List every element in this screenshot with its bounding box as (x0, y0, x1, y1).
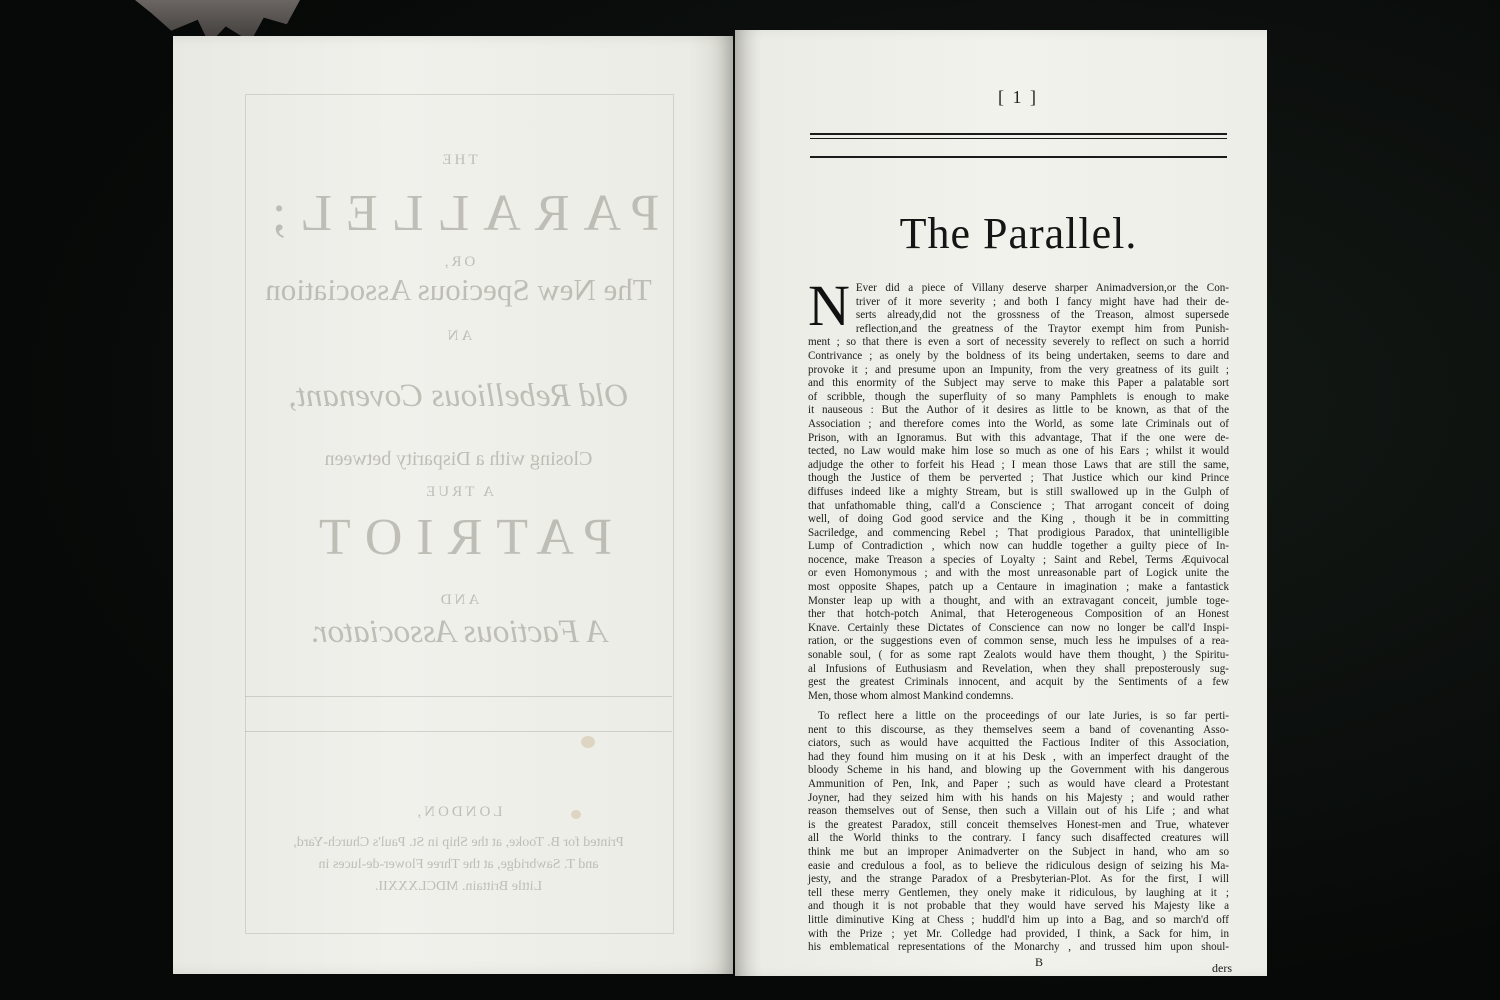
text-line: ment ; so that there is even a sort of necessity severely to reflect on such a horrid (808, 336, 1229, 349)
text-line: most opposite Shapes, patch up a Centaure in imagination ; make a fantastick (808, 581, 1229, 594)
text-line: tell these merry Gentlemen, they onely make it ridiculous, by laughing at it ; (808, 886, 1229, 899)
text-line: al Infusions of Euthusiasm and Revelation, when they shall preposterously sug- (808, 662, 1229, 675)
ghost-imprint-line: Little Brittain. MDCLXXXII. (374, 879, 543, 894)
text-line: Contrivance ; as onely by the boldness of its being undertaken, seems to dare and (808, 349, 1229, 362)
text-line: To reflect here a little on the proceedings of our late Juries, is so far perti- (818, 710, 1229, 722)
text-line: little diminutive King at Chess ; huddl'd him up into a Bag, and so march'd off (808, 913, 1229, 926)
ghost-line: AND (437, 592, 480, 608)
foxing-spot (581, 736, 595, 748)
text-line: it nauseous : But the Author of it desires as little to be known, as that of the (808, 404, 1229, 417)
text-line: gest the greatest Criminals innocent, and acquit by the Sentiments of a few (808, 676, 1229, 689)
page-footer (808, 955, 1232, 975)
ghost-line: THE (439, 152, 478, 168)
text-line: though the Justice of them be perverted ; That Justice which our kind Prince (808, 472, 1229, 485)
ghost-line: PATRIOT (305, 509, 613, 566)
text-line: well, of doing God good service and the King , though it be in committing (808, 513, 1229, 526)
right-page (735, 30, 1267, 976)
text-line: Knave. Certainly these Dictates of Conscience can now no longer be call'd Inspi- (808, 621, 1229, 634)
ghost-rule (245, 731, 672, 732)
text-line: tected, no Law would make him lose so much as one of his Ears ; whilst it would (808, 445, 1229, 458)
text-line: provoke it ; and presume upon an Impunity, from the very greatness of its guilt ; (808, 363, 1229, 376)
text-line: and this enormity of the Subject may serve to make this Paper a palatable sort (808, 377, 1229, 390)
text-line: with the Prize ; yet Mr. Colledge had provided, I think, a Sack for him, in (808, 927, 1229, 940)
drop-cap: N (808, 273, 850, 338)
catchword: ders (1212, 961, 1232, 975)
page-title: The Parallel. (899, 209, 1138, 258)
text-line: adjudge the other to forfeit his Head ; I mean those Laws that are still the same, (808, 458, 1229, 471)
text-line: ciators, such as would have acquitted the Factious Inditer of this Association, (808, 737, 1229, 750)
ghost-line: OR, (441, 254, 476, 270)
text-line: nocence, make Treason a species of Loyalty ; Saint and Rebel, Terms Æquivocal (808, 553, 1229, 566)
text-line: triver of it more severity ; and both I fancy might have had their de- (855, 295, 1229, 308)
text-line: Men, those whom almost Mankind condemns. (808, 689, 1014, 702)
ghost-line: Old Rebellious Covenant, (288, 378, 629, 414)
text-line: Prison, with an Ignoramus. But with this advantage, That if the one were de- (808, 431, 1229, 444)
text-line: Joyner, had they seized him with his hands on his Majesty ; and would rather (808, 791, 1229, 804)
text-line: Lump of Contradiction , which now can huddle together a guilty piece of In- (808, 540, 1229, 553)
ghost-line: A Factious Associator. (310, 614, 607, 650)
text-line: reason themselves out of Sense, then such a Villain out of his Life ; and what (808, 805, 1229, 818)
ghost-imprint-line: Printed for B. Tooke, at the Ship in St. Paul's Church-Yard, (293, 835, 624, 850)
text-line: serts already,did not the grossness of the Treason, almost supersede (855, 309, 1229, 322)
ghost-line: Closing with a Disparity between (324, 448, 593, 470)
text-line: sonable soul, ( for as some rapt Zealots would have them thought, ) the Spiritu- (808, 649, 1229, 662)
text-line: ration, or the suggestions even of common sense, much less he impulses of a rea- (808, 635, 1229, 648)
text-line: Ammunition of Pen, Ink, and Paper ; such as would have cleard a Protestant (808, 777, 1229, 790)
ghost-line: AN (444, 328, 473, 344)
header-rule-top (810, 133, 1227, 135)
paragraph-2 (808, 710, 1229, 955)
text-line: Sacriledge, and commencing Rebel ; That prodigious Paradox, that unintelligible (808, 526, 1229, 539)
signature-mark: B (1035, 955, 1044, 969)
text-line: that unfathomable thing, call'd a Conscience ; That arrogant conceit of doing (808, 499, 1229, 512)
ghost-imprint-line: and T. Sawbridge, at the Three Flower-de-luces in (318, 857, 599, 872)
text-line: jesty, and the strange Paradox of a Presbyterian-Plot. As for the first, I will (808, 873, 1229, 886)
ghost-line: A TRUE (423, 484, 494, 500)
ghost-line: PARALLEL; (257, 185, 660, 242)
text-line: ther that hotch-potch Animal, that Heterogeneous Composition of an Honest (808, 608, 1229, 621)
text-line: his emblematical representations of the Monarchy , and trussed him upon shoul- (808, 941, 1229, 954)
ghost-line: The New Specious Association (265, 272, 652, 307)
text-line: Ever did a piece of Villany deserve sharper Animadversion,or the Con- (855, 282, 1229, 294)
text-line: had they found him musing on it at his Desk , with an imperfect draught of the (808, 750, 1229, 763)
header-rule-bottom (810, 156, 1227, 158)
header-rule-top-thin (810, 138, 1227, 139)
text-line: easie and credulous a fool, as to believe the ridiculous design of seizing his Ma- (808, 859, 1229, 872)
text-line: think me but an improper Animadverter on the Subject in hand, who am so (808, 845, 1229, 858)
left-page (173, 36, 733, 974)
ghost-imprint-line: LONDON, (414, 804, 503, 820)
text-line: diffuses indeed like a mighty Stream, but is still swallowed up in the Gulph of (808, 485, 1229, 498)
text-line: and though it is not probable that they would have served his Majesty like a (808, 900, 1229, 913)
text-line: of scribble, though the superfluity of so many Pamphlets is enough to make (808, 390, 1229, 403)
text-line: Monster leap up with a thought, and with an extravagant conceit, jumble toge- (808, 594, 1229, 607)
ghost-rule (245, 696, 672, 697)
text-line: Association ; and therefore comes into the World, as some late Criminals out of (808, 417, 1229, 430)
text-line: all the World thinks to the contrary. I fancy such disaffected creatures will (808, 832, 1229, 845)
text-line: nent to this discourse, as they themselves seem a band of covenanting Asso- (808, 723, 1229, 736)
text-line: bloody Scheme in his hand, and blowing up the Government with his dangerous (808, 764, 1229, 777)
page-number: [ 1 ] (998, 87, 1038, 107)
paragraph-1 (808, 273, 1229, 703)
text-line: reflection,and the greatness of the Traytor exempt him from Punish- (855, 322, 1229, 335)
foxing-spot (571, 810, 581, 819)
text-line: or even Homonymous ; and with the most unreasonable part of Logick unite the (808, 567, 1229, 580)
text-line: is the greatest Paradox, still conceit themselves Honest-men and True, whatever (808, 818, 1229, 831)
